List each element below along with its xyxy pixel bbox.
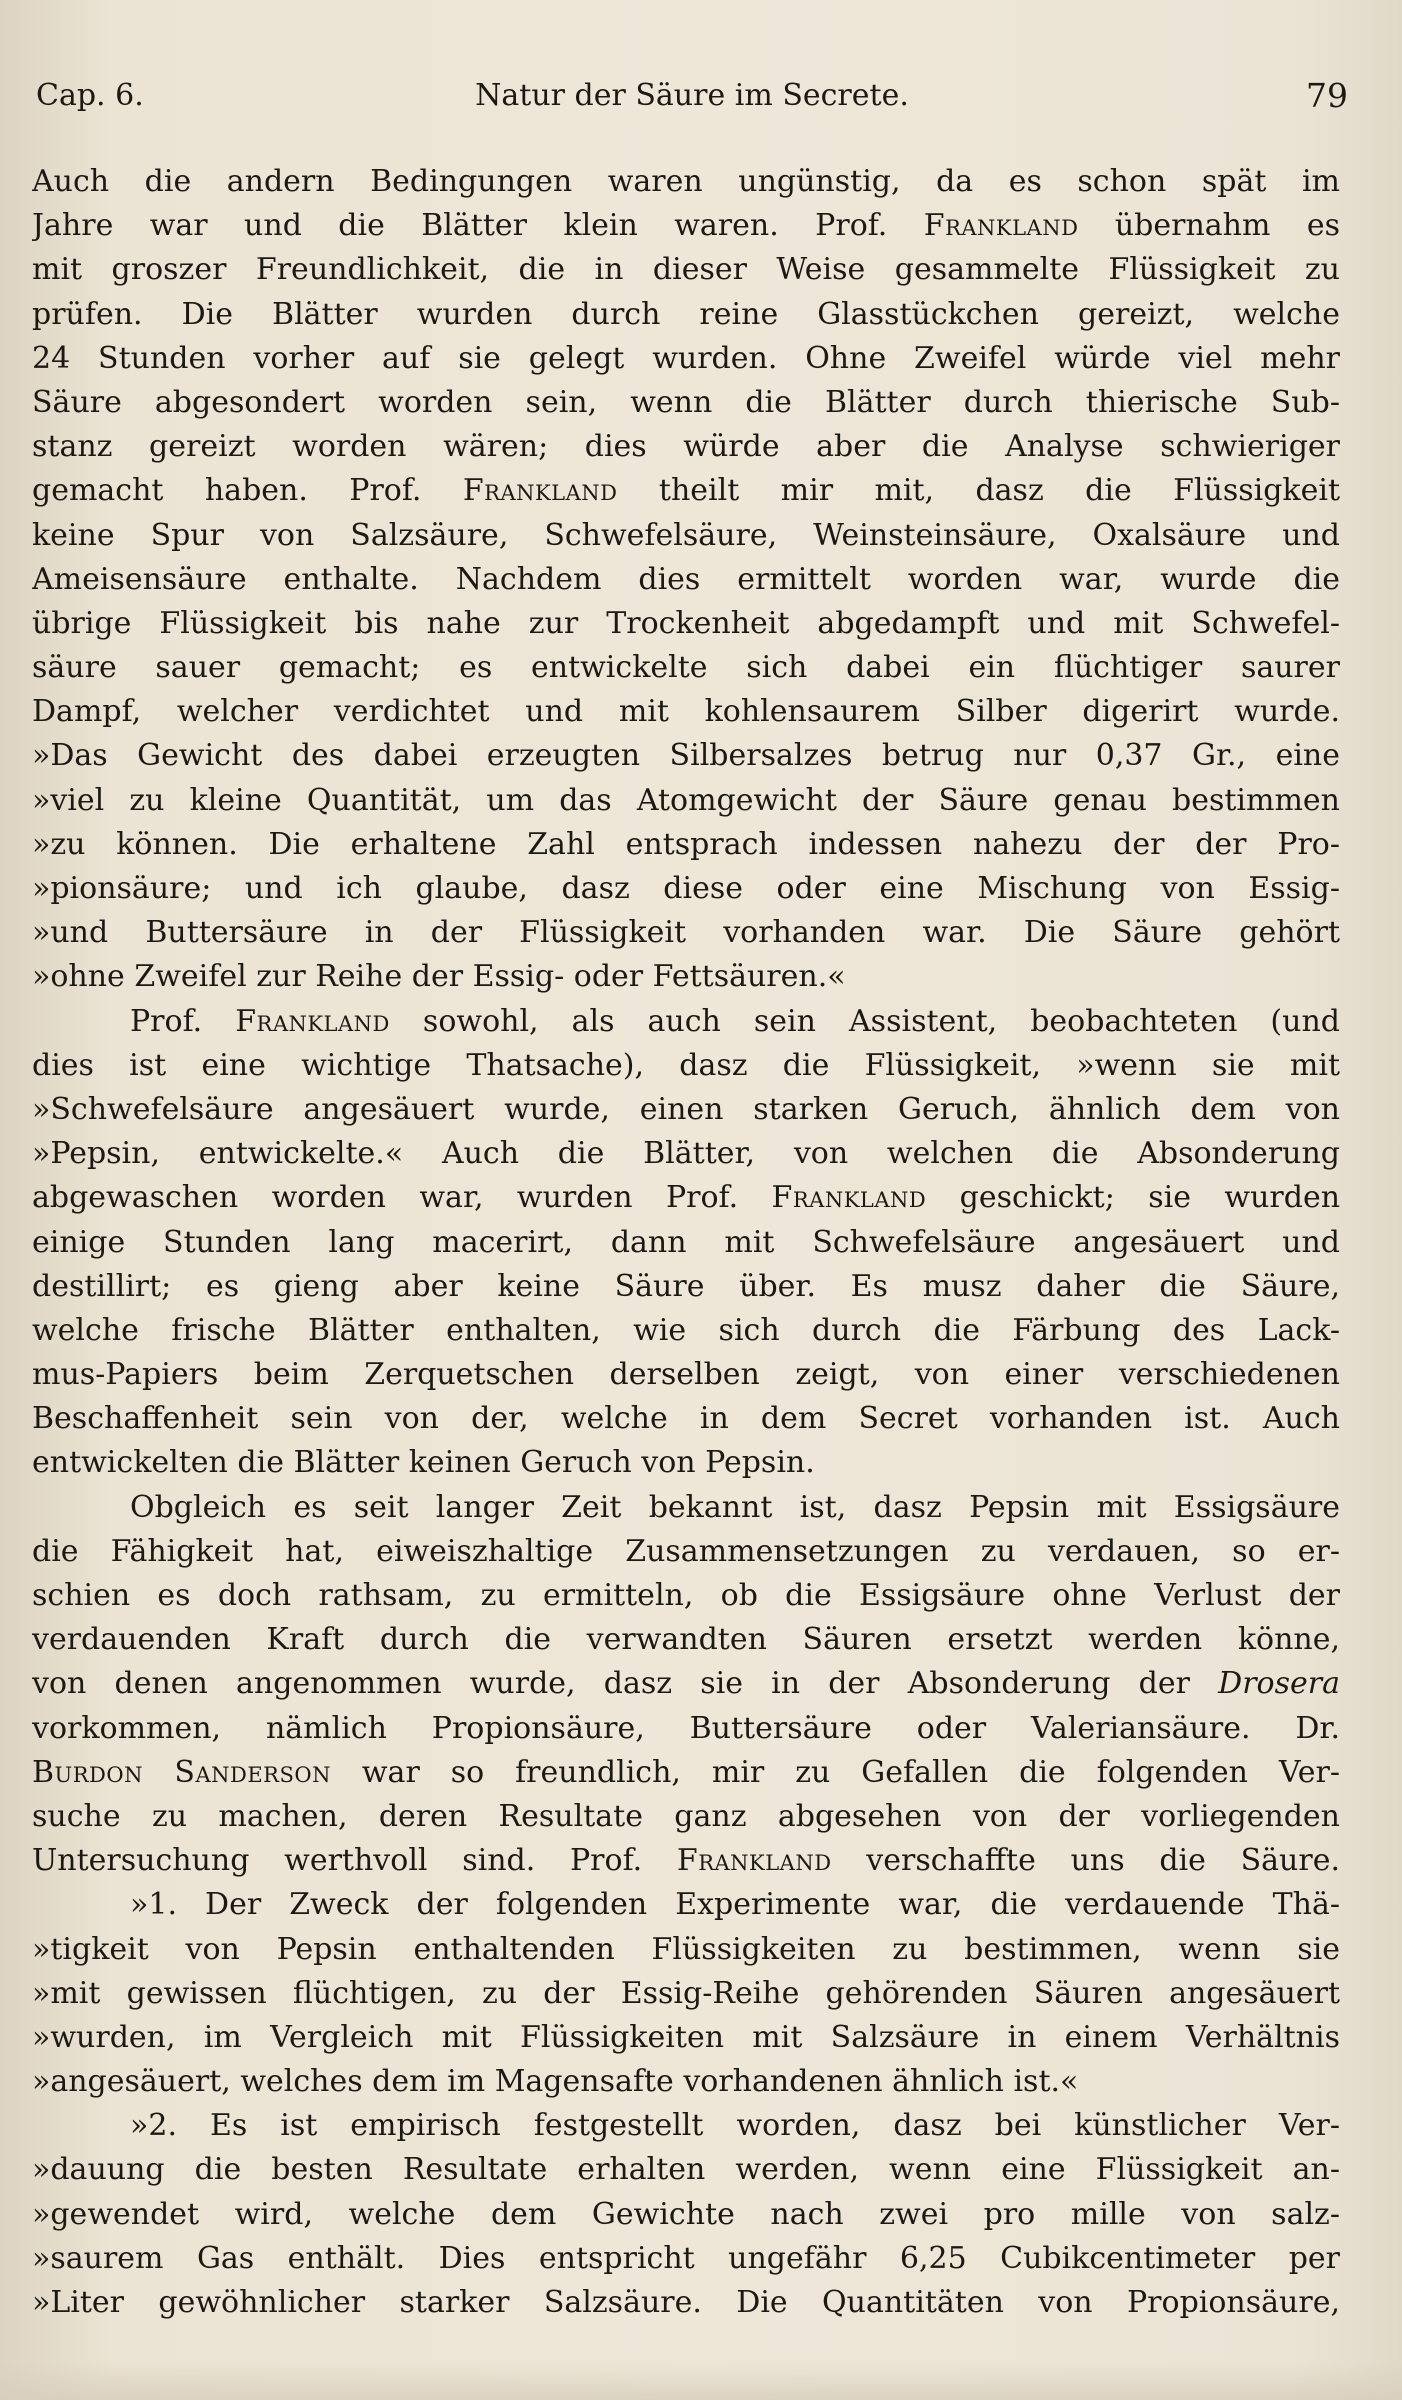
author-name: Frankland — [676, 1843, 832, 1879]
text-run: »angesäuert, welches dem im Magensafte vorhandenen ähnlich ist.« — [32, 2064, 1079, 2100]
author-name: Frankland — [771, 1180, 927, 1216]
text-run: säure sauer gemacht; es entwickelte sich dabei ein flüchtiger saurer — [32, 650, 1340, 686]
text-run: übrige Flüssigkeit bis nahe zur Trockenheit abgedampft und mit Schwefel- — [32, 605, 1340, 641]
genus-name: Drosera — [1218, 1666, 1340, 1702]
text-line — [32, 2237, 1340, 2281]
text-line — [32, 514, 1340, 558]
author-name: Frankland — [923, 208, 1079, 244]
text-line — [32, 1751, 1340, 1795]
text-run: suche zu machen, deren Resultate ganz abgesehen von der vorliegenden — [32, 1798, 1340, 1834]
text-run: gemacht haben. Prof. — [32, 473, 463, 509]
text-run: »1. Der Zweck der folgenden Experimente war, die verdauende Thä- — [130, 1887, 1340, 1923]
text-line — [32, 2148, 1340, 2192]
text-line — [32, 204, 1340, 248]
running-title: Natur der Säure im Secrete. — [475, 78, 909, 113]
text-run: schien es doch rathsam, zu ermitteln, ob die Essigsäure ohne Verlust der — [32, 1578, 1340, 1613]
body-text — [32, 160, 1340, 2325]
text-run: mus-Papiers beim Zerquetschen derselben zeigt, von einer verschiedenen — [32, 1357, 1340, 1393]
text-run: Dampf, welcher verdichtet und mit kohlensaurem Silber digerirt wurde. — [32, 694, 1340, 730]
text-line — [32, 1000, 1340, 1044]
text-run: 24 Stunden vorher auf sie gelegt wurden. Ohne Zweifel würde viel mehr — [32, 340, 1340, 376]
text-run: abgewaschen worden war, wurden Prof. — [32, 1180, 772, 1216]
text-run: keine Spur von Salzsäure, Schwefelsäure, Weinsteinsäure, Oxalsäure und — [32, 517, 1340, 553]
text-run: stanz gereizt worden wären; dies würde aber die Analyse schwieriger — [32, 429, 1340, 465]
text-run: »gewendet wird, welche dem Gewichte nach zwei pro mille von salz- — [32, 2196, 1340, 2232]
page-number: 79 — [1306, 76, 1348, 115]
text-run: »tigkeit von Pepsin enthaltenden Flüssigkeiten zu bestimmen, wenn sie — [32, 1931, 1340, 1967]
text-line — [32, 1265, 1340, 1309]
text-run: Jahre war und die Blätter klein waren. Prof. — [32, 208, 924, 244]
text-line — [32, 469, 1340, 513]
text-line — [32, 1928, 1340, 1972]
text-line — [32, 1574, 1340, 1618]
text-run: »Das Gewicht des dabei erzeugten Silbersalzes betrug nur 0,37 Gr., eine — [32, 738, 1340, 774]
text-run: »viel zu kleine Quantität, um das Atomgewicht der Säure genau bestimmen — [32, 782, 1340, 818]
text-line — [32, 248, 1340, 292]
text-run: »pionsäure; und ich glaube, dasz diese oder eine Mischung von Essig- — [32, 871, 1340, 906]
text-line — [32, 2193, 1340, 2237]
text-line — [32, 1486, 1340, 1530]
text-line — [32, 1839, 1340, 1883]
text-run: mit groszer Freundlichkeit, die in dieser Weise gesammelte Flüssigkeit zu — [32, 252, 1340, 288]
text-line — [32, 1530, 1340, 1574]
text-run: Ameisensäure enthalte. Nachdem dies ermittelt worden war, wurde die — [32, 561, 1340, 597]
text-run: »dauung die besten Resultate erhalten werden, wenn eine Flüssigkeit an- — [32, 2152, 1340, 2188]
text-run: Obgleich es seit langer Zeit bekannt ist, dasz Pepsin mit Essigsäure — [130, 1489, 1340, 1525]
text-run: Auch die andern Bedingungen waren ungünstig, da es schon spät im — [32, 164, 1340, 199]
text-run: Untersuchung werthvoll sind. Prof. — [32, 1843, 677, 1879]
text-line — [32, 381, 1340, 425]
text-line — [32, 160, 1340, 204]
text-line — [32, 1707, 1340, 1751]
text-run: die Fähigkeit hat, eiweiszhaltige Zusammensetzungen zu verdauen, so er- — [32, 1533, 1340, 1569]
text-line — [32, 1044, 1340, 1088]
text-run: »saurem Gas enthält. Dies entspricht ungefähr 6,25 Cubikcentimeter per — [32, 2240, 1340, 2276]
text-line — [32, 2016, 1340, 2060]
text-line — [32, 690, 1340, 734]
text-run: dies ist eine wichtige Thatsache), dasz die Flüssigkeit, »wenn sie mit — [32, 1047, 1340, 1083]
text-line — [32, 1176, 1340, 1220]
text-run: »ohne Zweifel zur Reihe der Essig- oder Fettsäuren.« — [32, 959, 846, 995]
text-run: »Schwefelsäure angesäuert wurde, einen starken Geruch, ähnlich dem von — [32, 1091, 1340, 1127]
text-line — [32, 1883, 1340, 1927]
author-name: Frankland — [235, 1003, 390, 1039]
text-run: übernahm es — [1078, 208, 1340, 244]
text-line — [32, 1795, 1340, 1839]
text-line — [32, 911, 1340, 955]
text-line — [32, 1972, 1340, 2016]
text-run: verschaffte uns die Säure. — [831, 1843, 1340, 1879]
text-line — [32, 867, 1340, 911]
text-line — [32, 1618, 1340, 1662]
text-run: »und Buttersäure in der Flüssigkeit vorhanden war. Die Säure gehört — [32, 915, 1340, 951]
text-run: sowohl, als auch sein Assistent, beobachteten (und — [389, 1003, 1340, 1039]
text-line — [32, 955, 1340, 999]
text-line — [32, 1397, 1340, 1441]
text-line — [32, 2281, 1340, 2325]
text-run: vorkommen, nämlich Propionsäure, Buttersäure oder Valeriansäure. Dr. — [32, 1710, 1340, 1746]
text-line — [32, 1353, 1340, 1397]
text-line — [32, 558, 1340, 602]
text-run: »Pepsin, entwickelte.« Auch die Blätter, von welchen die Absonderung — [32, 1136, 1340, 1172]
text-run: Beschaffenheit sein von der, welche in dem Secret vorhanden ist. Auch — [32, 1401, 1340, 1437]
text-line — [32, 1221, 1340, 1265]
text-line — [32, 779, 1340, 823]
text-run: verdauenden Kraft durch die verwandten Säuren ersetzt werden könne, — [32, 1622, 1340, 1658]
text-line — [32, 1088, 1340, 1132]
text-run: »Liter gewöhnlicher starker Salzsäure. Die Quantitäten von Propionsäure, — [32, 2285, 1340, 2320]
text-run: »wurden, im Vergleich mit Flüssigkeiten mit Salzsäure in einem Verhältnis — [32, 2019, 1340, 2055]
text-line — [32, 1309, 1340, 1353]
text-run: von denen angenommen wurde, dasz sie in der Absonderung der — [32, 1666, 1219, 1702]
text-run: theilt mir mit, dasz die Flüssigkeit — [617, 473, 1340, 509]
text-line — [32, 823, 1340, 867]
text-run: einige Stunden lang macerirt, dann mit Schwefelsäure angesäuert und — [32, 1224, 1340, 1260]
text-run: entwickelten die Blätter keinen Geruch von Pepsin. — [32, 1445, 815, 1481]
text-line — [32, 646, 1340, 690]
text-run: »2. Es ist empirisch festgestellt worden, dasz bei künstlicher Ver- — [130, 2108, 1340, 2144]
author-name: Frankland — [462, 473, 618, 509]
text-line — [32, 2104, 1340, 2148]
text-line — [32, 337, 1340, 381]
author-name: Burdon Sanderson — [32, 1754, 331, 1790]
text-line — [32, 425, 1340, 469]
text-run: prüfen. Die Blätter wurden durch reine Glasstückchen gereizt, welche — [32, 296, 1340, 332]
text-run: destillirt; es gieng aber keine Säure über. Es musz daher die Säure, — [32, 1268, 1340, 1304]
text-line — [32, 1132, 1340, 1176]
text-line — [32, 1662, 1340, 1706]
text-run: geschickt; sie wurden — [926, 1180, 1340, 1216]
text-line — [32, 602, 1340, 646]
chapter-label: Cap. 6. — [36, 78, 144, 113]
text-run: »zu können. Die erhaltene Zahl entsprach indessen nahezu der der Pro- — [32, 826, 1340, 862]
page-edge-shadow — [0, 2360, 1402, 2400]
text-run: war so freundlich, mir zu Gefallen die folgenden Ver- — [330, 1754, 1340, 1790]
text-line — [32, 293, 1340, 337]
text-line — [32, 1441, 1340, 1485]
text-run: Prof. — [130, 1003, 236, 1039]
text-run: »mit gewissen flüchtigen, zu der Essig-Reihe gehörenden Säuren angesäuert — [32, 1975, 1340, 2011]
text-line — [32, 2060, 1340, 2104]
text-run: welche frische Blätter enthalten, wie sich durch die Färbung des Lack- — [32, 1312, 1340, 1348]
text-line — [32, 734, 1340, 778]
text-run: Säure abgesondert worden sein, wenn die Blätter durch thierische Sub- — [32, 384, 1340, 420]
running-header — [36, 74, 1348, 124]
